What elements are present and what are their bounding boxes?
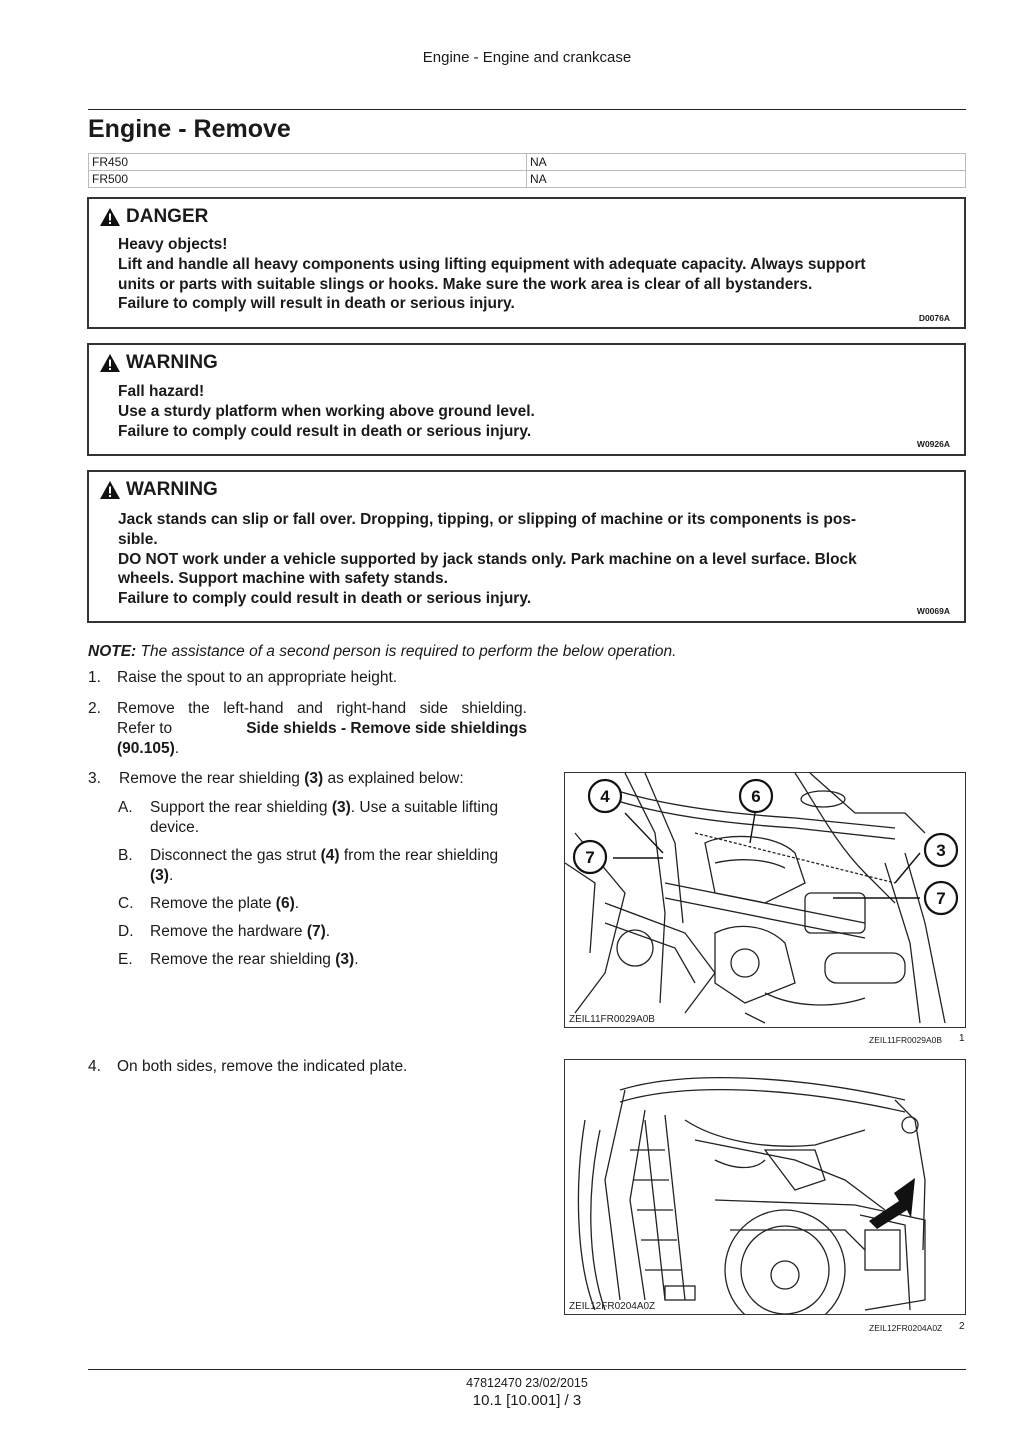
danger-heading: [99, 206, 208, 228]
punct: .: [354, 951, 359, 968]
callout-ref: (3): [304, 770, 324, 787]
figure-inner-code: ZEIL12FR0204A0Z: [569, 1301, 656, 1312]
callout-label: 7: [585, 848, 595, 867]
engine-bay-illustration: [565, 773, 965, 1027]
warning-box-fall: [87, 343, 966, 456]
warning-triangle-icon: [99, 480, 121, 500]
substep-text: [150, 798, 528, 838]
step-text: Raise the spout to an appropriate height.: [117, 669, 398, 686]
warning-body: [118, 510, 942, 609]
step-line: [117, 719, 527, 739]
substep-letter: A.: [118, 799, 133, 816]
warning-code: W0926A: [916, 439, 950, 449]
danger-line: Failure to comply will result in death or serious injury.: [118, 295, 515, 313]
danger-body: [118, 235, 942, 314]
page-title: Engine - Remove: [88, 115, 291, 143]
machine-side-illustration: [565, 1060, 965, 1314]
callout-label: 7: [936, 889, 946, 908]
callout-ref: (3): [150, 867, 169, 884]
substep-text: [150, 922, 330, 942]
step-refer: Refer to: [117, 720, 173, 737]
text-run: Disconnect the gas strut: [150, 847, 321, 864]
figure-inner-code: ZEIL11FR0029A0B: [569, 1014, 655, 1025]
note-label: NOTE:: [88, 643, 137, 660]
punct: .: [174, 740, 180, 757]
running-header: Engine - Engine and crankcase: [422, 49, 632, 66]
warning-triangle-icon: [99, 353, 121, 373]
figure-number: 2: [959, 1321, 965, 1332]
table-row: [89, 171, 966, 188]
figure-code: ZEIL11FR0029A0B: [869, 1035, 943, 1045]
punct: .: [325, 923, 331, 940]
warning-heading: [99, 352, 218, 374]
table-row: [89, 154, 966, 171]
footer-rule: [88, 1369, 966, 1370]
text-run: Remove the hardware: [150, 923, 307, 940]
substep-letter: C.: [118, 895, 134, 912]
warning-code: W0069A: [916, 606, 950, 616]
text-run: as explained below:: [323, 770, 464, 787]
text-run: Remove the rear shielding: [150, 951, 336, 968]
substep-letter: D.: [118, 923, 134, 940]
callout-label: 4: [600, 787, 610, 806]
text-run: Remove the rear shielding: [119, 770, 305, 787]
value-cell: NA: [527, 171, 966, 188]
danger-box: [87, 197, 966, 329]
text-run: Remove the plate: [150, 895, 276, 912]
callout-ref: (3): [331, 799, 351, 816]
callout-label: 6: [751, 787, 761, 806]
warning-heading-text: WARNING: [126, 352, 218, 373]
figure-code: ZEIL12FR0204A0Z: [869, 1323, 943, 1333]
warning-line: Jack stands can slip or fall over. Dropping, tipping, or slipping of machine or its components is pos-: [118, 511, 857, 528]
warning-line: DO NOT work under a vehicle supported by jack stands only. Park machine on a level surface. Block: [118, 550, 857, 568]
step-reference-section: (90.105): [117, 740, 175, 757]
step-number: 2.: [88, 700, 101, 717]
substep-line: [150, 866, 528, 886]
callout-ref: (3): [335, 951, 355, 968]
text-run: from the rear shielding: [339, 847, 499, 864]
callout-label: 3: [936, 841, 946, 860]
model-applicability-table: [88, 153, 966, 188]
substep-line: device.: [150, 819, 200, 836]
substep-line: [150, 798, 528, 818]
substep-text: [150, 846, 528, 886]
danger-code: D0076A: [918, 313, 950, 323]
step-number: 3.: [88, 770, 101, 787]
danger-heading-text: DANGER: [126, 206, 209, 227]
danger-line: Heavy objects!: [118, 236, 228, 253]
substep-line: [150, 846, 528, 866]
warning-heading: [99, 479, 218, 501]
callout-ref: (4): [320, 847, 340, 864]
warning-line: Fall hazard!: [118, 383, 205, 400]
figure-1-callouts: [574, 780, 957, 914]
warning-line: wheels. Support machine with safety stands.: [118, 570, 448, 588]
model-cell: FR450: [89, 154, 527, 171]
danger-line: Lift and handle all heavy components using lifting equipment with adequate capacity. Always support: [118, 255, 866, 273]
callout-ref: (6): [275, 895, 295, 912]
step-text: [119, 769, 464, 789]
model-cell: FR500: [89, 171, 527, 188]
note: [88, 642, 966, 662]
warning-line: Failure to comply could result in death or serious injury.: [118, 590, 532, 608]
step-line: [117, 739, 527, 759]
step-number: 4.: [88, 1058, 101, 1075]
warning-heading-text: WARNING: [126, 479, 218, 500]
note-text: The assistance of a second person is required to perform the below operation.: [136, 643, 677, 660]
warning-line: sible.: [118, 530, 158, 548]
substep-letter: B.: [118, 847, 133, 864]
step-line: Remove the left-hand and right-hand side shielding.: [117, 700, 527, 717]
substep-text: [150, 950, 359, 970]
value-cell: NA: [527, 154, 966, 171]
footer-page-number: 10.1 [10.001] / 3: [472, 1392, 582, 1409]
step-text: [117, 699, 527, 759]
warning-line: Use a sturdy platform when working above ground level.: [118, 402, 535, 420]
text-run: . Use a suitable lifting: [350, 799, 499, 816]
step-text: On both sides, remove the indicated plate.: [117, 1058, 408, 1075]
warning-box-jack-stands: [87, 470, 966, 623]
punct: .: [168, 867, 174, 884]
step-number: 1.: [88, 669, 101, 686]
danger-line: units or parts with suitable slings or hooks. Make sure the work area is clear of all bystanders.: [118, 275, 813, 293]
substep-text: [150, 894, 299, 914]
warning-triangle-icon: [99, 207, 121, 227]
header-rule: [88, 109, 966, 110]
figure-2: [564, 1059, 966, 1315]
footer-doc-id: 47812470 23/02/2015: [466, 1376, 588, 1390]
figure-number: 1: [959, 1033, 965, 1044]
step-reference: Side shields - Remove side shieldings: [246, 720, 527, 737]
warning-body: [118, 382, 942, 441]
callout-ref: (7): [306, 923, 326, 940]
punct: .: [294, 895, 300, 912]
warning-line: Failure to comply could result in death or serious injury.: [118, 422, 532, 440]
substep-letter: E.: [118, 951, 133, 968]
figure-1: [564, 772, 966, 1028]
text-run: Support the rear shielding: [150, 799, 332, 816]
